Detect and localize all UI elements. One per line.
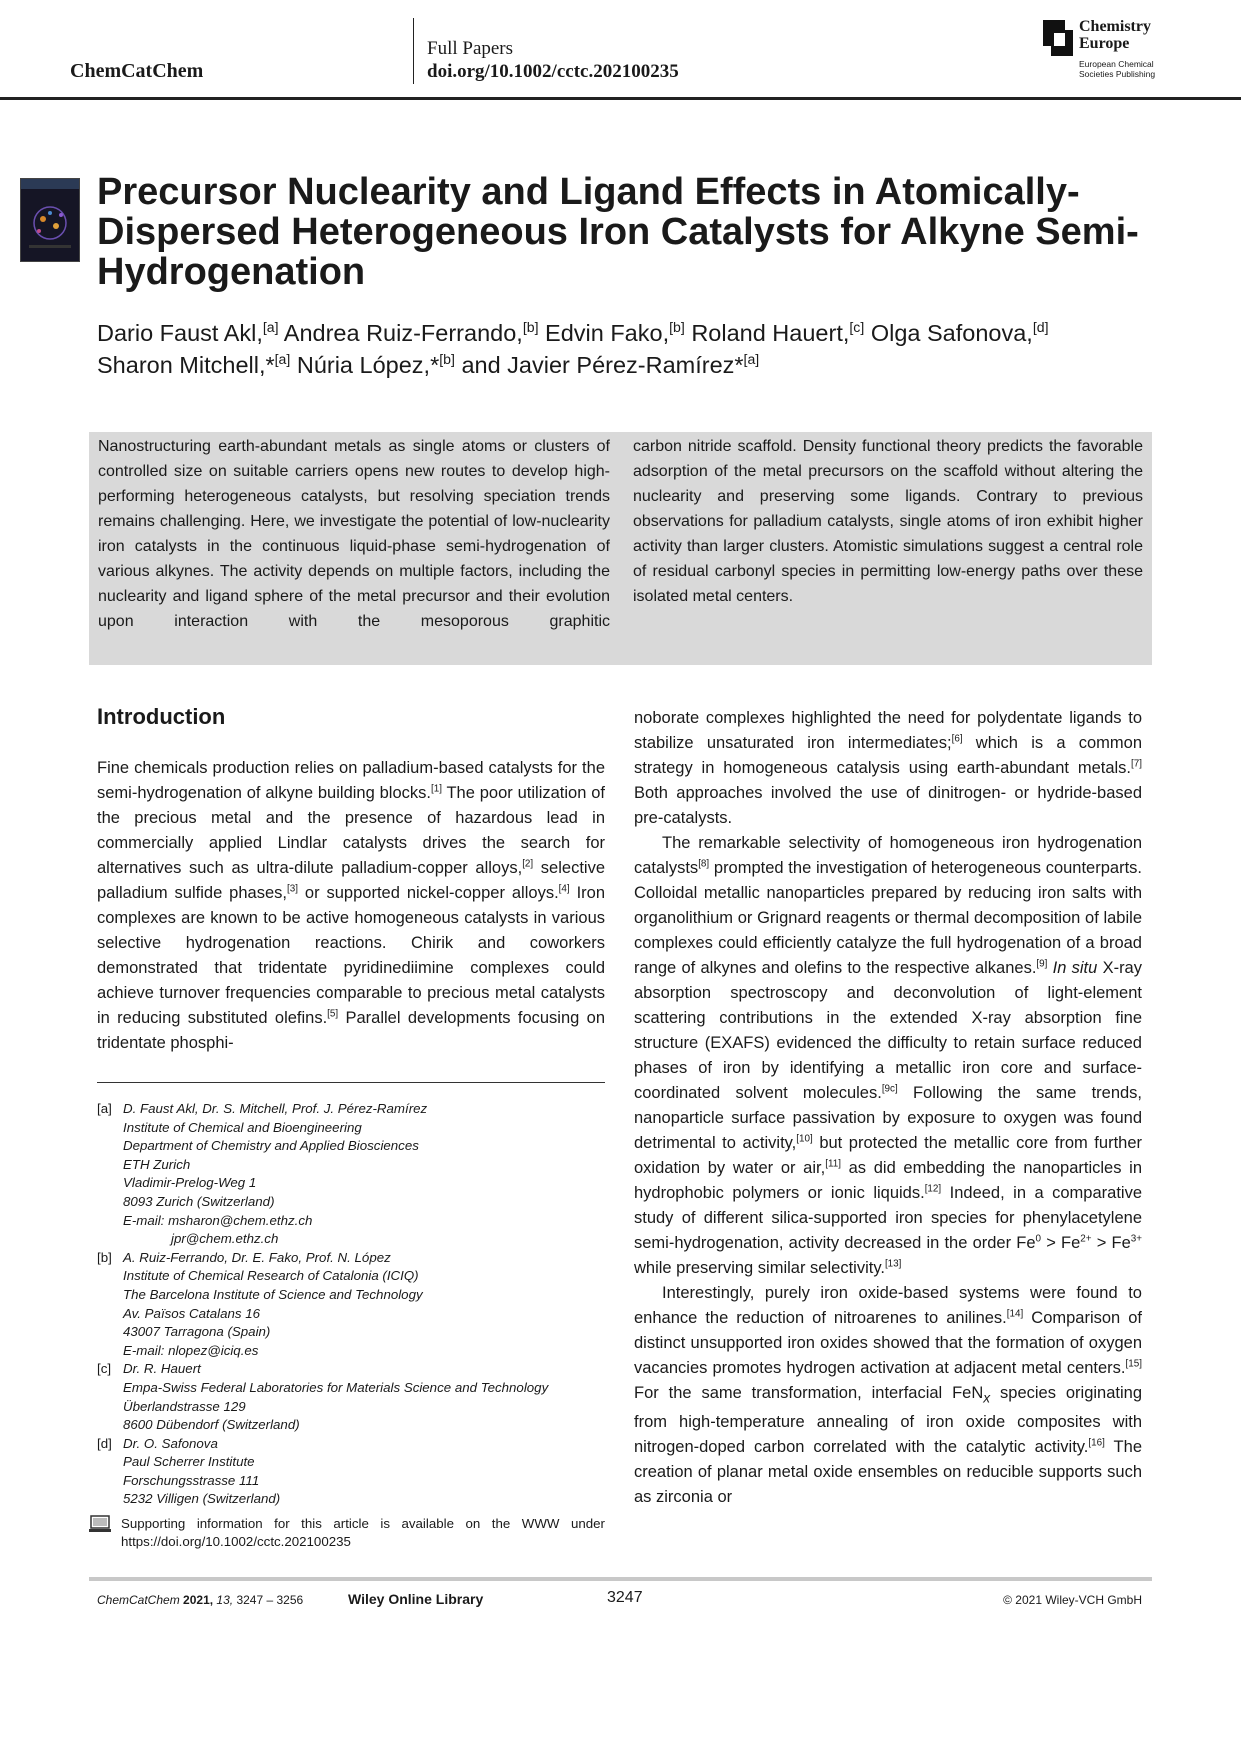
citation: [14] bbox=[1006, 1308, 1024, 1320]
article-title: Precursor Nuclearity and Ligand Effects in Atomically-Dispersed Heterogeneous Iron Catalysts for Alkyne Semi-Hydrogenation bbox=[97, 171, 1139, 293]
intro-paragraph-2: The remarkable selectivity of homogeneous iron hydrogenation catalysts[8] prompted the investigation of heterogeneous counterparts. Colloidal metallic nanoparticles prepared by reducing iron salts with organolithium or Grignard reagents or thermal decomposition of labile complexes could efficiently catalyze the full hydrogenation of a broad range of alkynes and olefins to the respective alkanes.[9] In situ X-ray absorption spectroscopy and deconvolution of light-element scattering contributions in the extended X-ray absorption fine structure (EXAFS) evidenced the difficulty to retain surface reduced phases of iron by identifying a metallic iron core and surface-coordinated solvent molecules.[9c] Following the same trends, nanoparticle surface passivation by exposure to oxygen was found detrimental to activity,[10] but protected the metallic core from further oxidation by water or air,[11] as did embedding the nanoparticles in hydrophobic polymers or ionic liquids.[12] Indeed, in a comparative study of different silica-supported iron species for phenylacetylene semi-hydrogenation, activity decreased in the order $Fe^0 > Fe^{2+} > Fe^{3+}$ while preserving similar selectivity.[13] bbox=[634, 834, 1143, 1277]
section-label: Full Papers bbox=[427, 38, 514, 59]
author-name: Dario Faust Akl, bbox=[97, 320, 263, 346]
affiliation-a: [a] D. Faust Akl, Dr. S. Mitchell, Prof. J. Pérez-Ramírez Institute of Chemical and Bioengineering Department of Chemistry and Applied Biosciences ETH Zurich Vladimir-Prelog-Weg 1 8093 Zurich (Switzerland) E-mail: msharon@chem.ethz.ch jpr@chem.ethz.ch bbox=[97, 1100, 617, 1249]
author-name: Andrea Ruiz-Ferrando, bbox=[283, 320, 523, 346]
journal-cover-thumbnail[interactable] bbox=[20, 178, 80, 262]
email-link[interactable]: E-mail: msharon@chem.ethz.ch bbox=[123, 1212, 313, 1228]
citation: [13] bbox=[884, 1258, 902, 1270]
cover-art-icon bbox=[21, 179, 79, 261]
author-name: Sharon Mitchell,* bbox=[97, 352, 275, 378]
page-number: 3247 bbox=[607, 1589, 643, 1606]
citation: [1] bbox=[430, 783, 442, 795]
supporting-info-text[interactable]: Supporting information for this article is available on the WWW under https://doi.org/10.1002/cctc.202100235 bbox=[121, 1516, 605, 1549]
citation: [10] bbox=[796, 1133, 813, 1145]
affiliation-c: [c] Dr. R. Hauert Empa-Swiss Federal Laboratories for Materials Science and Technology Überlandstrasse 129 8600 Dübendorf (Switzerland) bbox=[97, 1361, 549, 1433]
affiliation-marker: [a] bbox=[743, 351, 760, 368]
chemistry-europe-logo-icon bbox=[1043, 20, 1073, 56]
citation: [3] bbox=[286, 883, 298, 895]
citation: [9] bbox=[1036, 958, 1048, 970]
affiliations bbox=[97, 1100, 617, 1509]
left-column bbox=[97, 756, 605, 1056]
wiley-online-library-link[interactable]: Wiley Online Library bbox=[348, 1591, 484, 1607]
intro-paragraph-1-continued: noborate complexes highlighted the need for polydentate ligands to stabilize unsaturated iron intermediates;[6] which is a common strategy in homogeneous catalysis using earth-abundant metals.[7] Both approaches involved the use of dinitrogen- or hydride-based pre-catalysts. bbox=[634, 709, 1142, 827]
affiliation-marker: [c] bbox=[849, 319, 865, 336]
abstract-text-right: carbon nitride scaffold. Density functional theory predicts the favorable adsorption of the metal precursors on the scaffold without altering the nuclearity and preserving some ligands. Contrary to previous observations for palladium catalysts, single atoms of iron exhibit higher activity than larger clusters. Atomistic simulations suggest a central role of residual carbonyl species in permitting low-energy paths over these isolated metal centers. bbox=[633, 438, 1143, 605]
citation: [8] bbox=[698, 858, 710, 870]
header-rule bbox=[0, 97, 1241, 100]
doi-link[interactable]: doi.org/10.1002/cctc.202100235 bbox=[427, 61, 679, 82]
author-name: Edvin Fako, bbox=[545, 320, 670, 346]
citation: [4] bbox=[558, 883, 570, 895]
publisher-logo bbox=[1043, 18, 1173, 84]
logo-title-line1: Chemistry bbox=[1079, 18, 1151, 35]
affiliation-b: [b] A. Ruiz-Ferrando, Dr. E. Fako, Prof. N. López Institute of Chemical Research of Catalonia (ICIQ) The Barcelona Institute of Science and Technology Av. Països Catalans 16 43007 Tarragona (Spain) E-mail: nlopez@iciq.es bbox=[97, 1249, 617, 1361]
computer-icon bbox=[89, 1515, 111, 1533]
author-name: and Javier Pérez-Ramírez* bbox=[461, 352, 744, 378]
header-divider bbox=[413, 18, 414, 84]
citation: [7] bbox=[1131, 758, 1142, 770]
email-link[interactable]: jpr@chem.ethz.ch bbox=[171, 1231, 279, 1247]
logo-subtitle-line2: Societies Publishing bbox=[1079, 69, 1156, 79]
footnote-rule bbox=[97, 1082, 605, 1083]
email-link[interactable]: E-mail: nlopez@iciq.es bbox=[123, 1342, 259, 1358]
intro-paragraph-3: Interestingly, purely iron oxide-based systems were found to enhance the reduction of nitroarenes to anilines.[14] Comparison of distinct unsupported iron oxides showed that the formation of oxygen vacancies promotes hydrogen activation at adjacent metal centers.[15] For the same transformation, interfacial FeN$_x$ species originating from high-temperature annealing of iron oxide composites with nitrogen-doped carbon correlated with the catalytic activity.[16] The creation of planar metal oxide ensembles on reducible supports such as zirconia or bbox=[634, 1284, 1142, 1507]
oxidation-state: 3+ bbox=[1130, 1233, 1143, 1245]
affiliation-marker: [a] bbox=[274, 351, 291, 368]
logo-subtitle-line1: European Chemical bbox=[1079, 59, 1154, 69]
author-name: Núria López,* bbox=[296, 352, 440, 378]
citation: [11] bbox=[825, 1158, 841, 1170]
oxidation-state: 0 bbox=[1035, 1233, 1042, 1245]
section-heading-introduction: Introduction bbox=[97, 704, 226, 729]
citation: [16] bbox=[1088, 1437, 1105, 1449]
abstract-text-left: Nanostructuring earth-abundant metals as single atoms or clusters of controlled size on suitable carriers opens new routes to develop high-performing heterogeneous catalysts, but resolving speciation trends remains challenging. Here, we investigate the potential of low-nuclearity iron catalysts in the continuous liquid-phase semi-hydrogenation of various alkynes. The activity depends on multiple factors, including the nuclearity and ligand sphere of the metal precursor and their evolution upon interaction with the mesoporous graphitic bbox=[98, 438, 610, 630]
footer-citation: ChemCatChem 2021, 13, 3247 – 3256 bbox=[97, 1593, 304, 1607]
abstract-box bbox=[89, 432, 1152, 665]
affiliation-marker: [b] bbox=[439, 351, 455, 368]
affiliation-marker: [d] bbox=[1032, 319, 1049, 336]
author-name: Roland Hauert, bbox=[691, 320, 850, 346]
citation: [9c] bbox=[881, 1083, 898, 1095]
affiliation-d: [d] Dr. O. Safonova Paul Scherrer Institute Forschungsstrasse 111 5232 Villigen (Switzerland) bbox=[97, 1435, 281, 1507]
affiliation-marker: [b] bbox=[522, 319, 539, 336]
citation: [6] bbox=[951, 733, 963, 745]
supporting-info-note bbox=[89, 1515, 605, 1551]
citation: [2] bbox=[522, 858, 534, 870]
intro-paragraph-1: Fine chemicals production relies on palladium-based catalysts for the semi-hydrogenation of alkyne building blocks.[1] The poor utilization of the precious metal and the presence of hazardous lead in commercially applied Lindlar catalysts drives the search for alternatives such as ultra-dilute palladium-copper alloys,[2] selective palladium sulfide phases,[3] or supported nickel-copper alloys.[4] Iron complexes are known to be active homogeneous catalysts in various selective hydrogenation reactions. Chirik and coworkers demonstrated that tridentate pyridinediimine complexes could achieve turnover frequencies comparable to precious metal catalysts in reducing substituted olefins.[5] Parallel developments focusing on tridentate phosphi- bbox=[97, 759, 606, 1052]
citation: [5] bbox=[327, 1008, 339, 1020]
footer-rule bbox=[89, 1577, 1152, 1581]
citation: [12] bbox=[924, 1183, 942, 1195]
citation: [15] bbox=[1125, 1358, 1142, 1370]
copyright: © 2021 Wiley-VCH GmbH bbox=[1003, 1593, 1142, 1607]
affiliation-marker: [a] bbox=[262, 319, 279, 336]
right-column bbox=[634, 706, 1142, 1510]
journal-name: ChemCatChem bbox=[70, 60, 204, 82]
logo-title-line2: Europe bbox=[1079, 35, 1130, 52]
affiliation-marker: [b] bbox=[669, 319, 685, 336]
oxidation-state: 2+ bbox=[1080, 1233, 1092, 1245]
author-list bbox=[97, 317, 1177, 381]
author-name: Olga Safonova, bbox=[870, 320, 1033, 346]
